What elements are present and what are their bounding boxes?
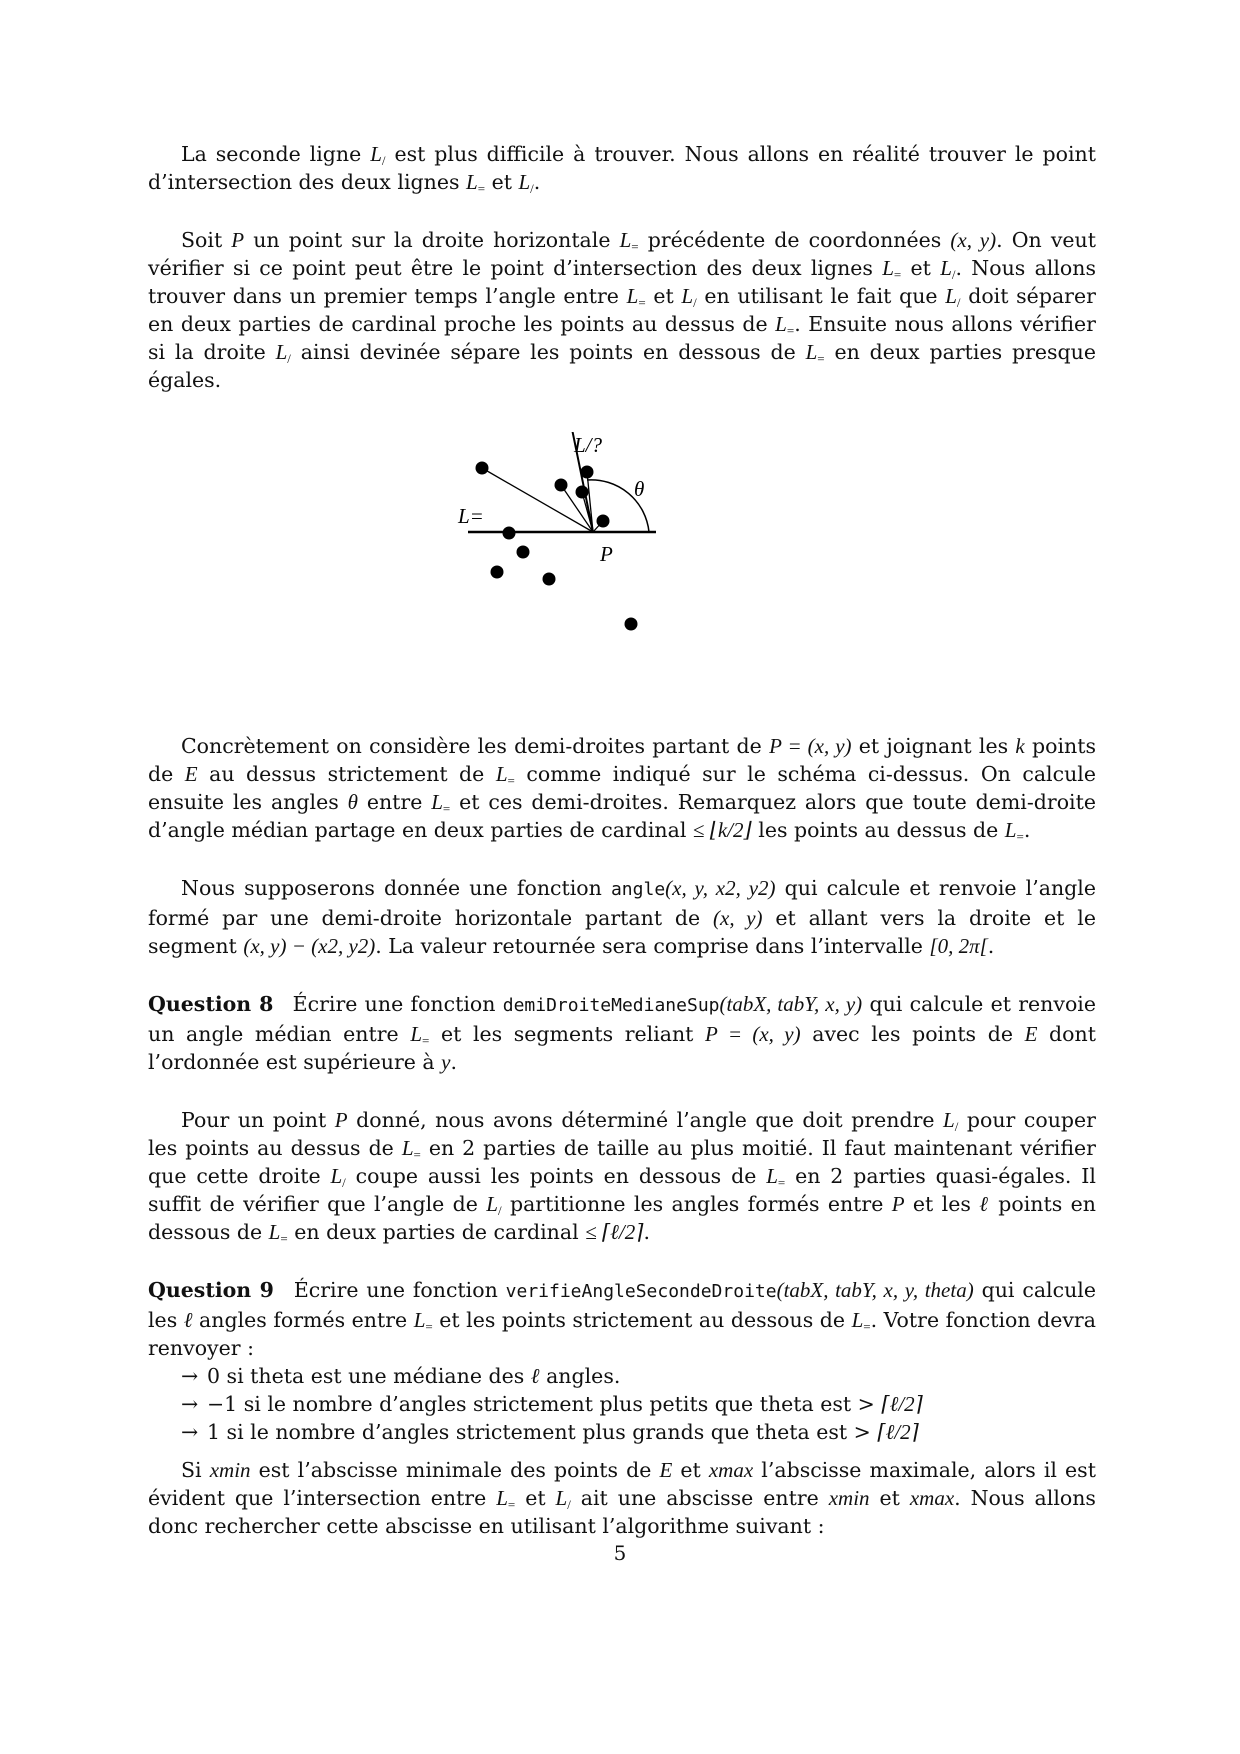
math-L-slash: $L_/$ [518,170,534,196]
math-E: E [184,762,198,786]
math-L-equal: $L_=$ [619,228,639,254]
math-segment: (x, y) − (x2, y2) [243,934,376,958]
paragraph-definition: Soit P un point sur la droite horizontale $L_=$ précédente de coordonnées (x, y). On veut vérifier si ce point peut être le point d’intersection des deux lignes $L_=$ et $L_/$. Nous allons trouver dans un premier temps l’angle entre $L_=$ et $L_/$ en utilisant le fait que $L_/$ doit séparer en deux parties de cardinal proche les points au dessus de $L_=$. Ensuite nous allons vérifier si la droite $L_/$ ainsi devinée sépare les points en dessous de $L_=$ en deux parties presque égales. [148,228,1096,392]
question-8: Question 8 Écrire une fonction demiDroiteMedianeSup(tabX, tabY, x, y) qui calcule et renvoie un angle médian entre $L_=$ et les segments reliant P = (x, y) avec les points de E dont l’ordonnée est supérieure à y. [148,992,1096,1074]
page-body [148,140,1096,1540]
point [517,546,530,559]
math-L-equal: $L_=$ [401,1136,421,1162]
math-args-angle: (x, y, x2, y2) [665,876,776,900]
arrow-icon: → [181,1392,199,1416]
math-L-equal: $L_=$ [268,1220,288,1246]
math-L-slash: $L_/$ [275,340,291,366]
math-P: P [891,1192,905,1216]
math-E: E [659,1458,673,1482]
math-xy: (x, y) [950,228,997,252]
schema-figure [148,432,1096,732]
page-number: 5 [613,1541,627,1565]
label-lslash: L/? [574,433,603,457]
math-xmax: xmax [708,1458,754,1482]
math-ell: ℓ [979,1192,990,1216]
point [543,573,556,586]
paragraph-concretely: Concrètement on considère les demi-droites partant de P = (x, y) et joignant les k points de E au dessus strictement de $L_=$ comme indiqué sur le schéma ci-dessus. On calcule ensuite les angles θ entre $L_=$ et ces demi-droites. Remarquez alors que toute demi-droite d’angle médian partage en deux parties de cardinal ≤ ⌊k/2⌋ les points au dessus de $L_=$. [148,734,1096,844]
math-L-slash: $L_/$ [486,1192,502,1218]
math-L-slash: $L_/$ [370,142,386,168]
math-L-equal: $L_=$ [851,1308,871,1334]
point [491,566,504,579]
math-L-slash: $L_/$ [330,1164,346,1190]
math-k: k [1015,734,1025,758]
math-L-equal: $L_=$ [626,284,646,310]
arrow-icon: → [181,1364,199,1388]
math-L-slash: $L_/$ [681,284,697,310]
label-p: P [600,542,613,566]
label-lequal: L= [458,504,484,528]
math-L-equal: $L_=$ [882,256,902,282]
code-demiDroiteMedianeSup: demiDroiteMedianeSup [502,995,720,1016]
arrow-icon: → [181,1420,199,1444]
math-Pxy: P = (x, y) [769,734,852,758]
math-L-equal: $L_=$ [496,1486,516,1512]
label-theta: θ [634,477,645,501]
math-L-equal: $L_=$ [766,1164,786,1190]
math-L-slash: $L_/$ [945,284,961,310]
point [476,462,489,475]
math-E: E [1024,1022,1038,1046]
math-L-equal: $L_=$ [413,1308,433,1334]
math-L-slash: $L_/$ [555,1486,571,1512]
list-item: → 0 si theta est une médiane des ℓ angles. [181,1364,621,1388]
point [581,466,594,479]
math-ceil-l2: ≤ ⌈ℓ/2⌉ [585,1220,644,1244]
math-xmin: xmin [828,1486,870,1510]
math-y: y [441,1050,451,1074]
question-9: Question 9 Écrire une fonction verifieAngleSecondeDroite(tabX, tabY, x, y, theta) qui calcule les ℓ angles formés entre $L_=$ et les points strictement au dessous de $L_=$. Votre fonction devra renvoyer : [148,1278,1096,1360]
point [625,618,638,631]
math-L-equal: $L_=$ [431,790,451,816]
math-xy: (x, y) [713,906,763,930]
math-args-q8: (tabX, tabY, x, y) [719,992,863,1016]
question-8-label: Question 8 [148,992,274,1016]
math-args-q9: (tabX, tabY, x, y, theta) [776,1278,974,1302]
math-L-slash: $L_/$ [943,1108,959,1134]
math-L-equal: $L_=$ [805,340,825,366]
list-item: → 1 si le nombre d’angles strictement plus grands que theta est > ⌈ℓ/2⌉ [181,1420,919,1444]
math-L-equal: $L_=$ [495,762,515,788]
math-ell: ℓ [530,1364,540,1388]
math-L-slash: $L_/$ [940,256,956,282]
return-values-list [148,1362,1096,1446]
point [555,479,568,492]
math-theta: θ [347,790,358,814]
list-item: → −1 si le nombre d’angles strictement plus petits que theta est > ⌈ℓ/2⌉ [181,1392,923,1416]
paragraph-second-line: Pour un point P donné, nous avons déterminé l’angle que doit prendre $L_/$ pour couper les points au dessus de $L_=$ en 2 parties de taille au plus moitié. Il faut maintenant vérifier que cette droite $L_/$ coupe aussi les points en dessous de $L_=$ en 2 parties quasi-égales. Il suffit de vérifier que l’angle de $L_/$ partitionne les angles formés entre P et les ℓ points en dessous de $L_=$ en deux parties de cardinal ≤ ⌈ℓ/2⌉. [148,1108,1096,1246]
math-L-equal: $L_=$ [466,170,486,196]
paragraph-intro: La seconde ligne $L_/$ est plus difficile à trouver. Nous allons en réalité trouver le point d’intersection des deux lignes $L_=$ et $L_/$. [148,142,1096,196]
math-P: P [334,1108,348,1132]
schema-svg [148,432,1096,732]
point [503,527,516,540]
paragraph-xmin-xmax: Si xmin est l’abscisse minimale des points de E et xmax l’abscisse maximale, alors il est évident que l’intersection entre $L_=$ et $L_/$ ait une abscisse entre xmin et xmax. Nous allons donc rechercher cette abscisse en utilisant l’algorithme suivant : [148,1458,1096,1538]
math-floor-k2: ≤ ⌊k/2⌋ [692,818,752,842]
math-ceil-l2: ⌈ℓ/2⌉ [881,1392,923,1416]
code-verifieAngleSecondeDroite: verifieAngleSecondeDroite [505,1281,777,1302]
math-xmin: xmin [209,1458,251,1482]
math-interval: [0, 2π[ [929,934,988,958]
code-angle: angle [610,879,666,900]
question-9-label: Question 9 [148,1278,274,1302]
math-P: P [231,228,245,252]
math-L-equal: $L_=$ [775,312,795,338]
half-line [482,468,593,532]
math-L-equal: $L_=$ [410,1022,430,1048]
math-ell: ℓ [183,1308,193,1332]
math-xmax: xmax [909,1486,955,1510]
math-ceil-l2: ⌈ℓ/2⌉ [877,1420,919,1444]
point [576,486,589,499]
math-L-equal: $L_=$ [1004,818,1024,844]
point [597,515,610,528]
math-Pxy: P = (x, y) [705,1022,801,1046]
paragraph-angle-function: Nous supposerons donnée une fonction angle(x, y, x2, y2) qui calcule et renvoie l’angle formé par une demi-droite horizontale partant de (x, y) et allant vers la droite et le segment (x, y) − (x2, y2). La valeur retournée sera comprise dans l’intervalle [0, 2π[. [148,876,1096,958]
